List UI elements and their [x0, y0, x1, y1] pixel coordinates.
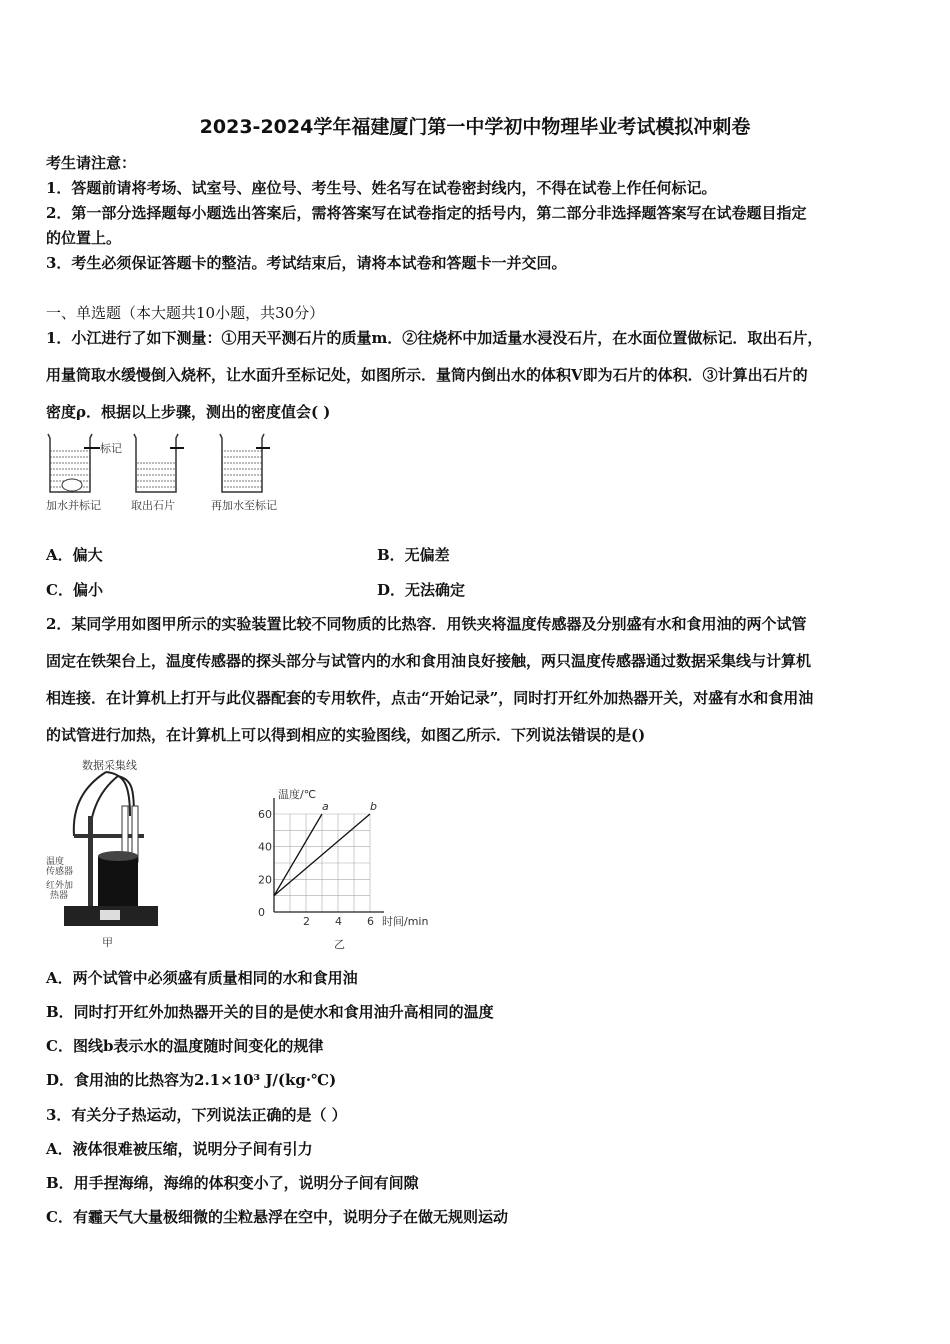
q2-line-2: 固定在铁架台上，温度传感器的探头部分与试管内的水和食用油良好接触，两只温度传感器通过数据采集线与计算机	[46, 652, 812, 670]
q3-option-a: A．液体很难被压缩，说明分子间有引力	[46, 1140, 313, 1158]
q1-line-1: 1．小江进行了如下测量：①用天平测石片的质量m．②往烧杯中加适量水浸没石片，在水面位置做标记．取出石片，	[46, 329, 823, 347]
x-tick-label: 4	[335, 915, 342, 928]
x-axis-label: 时间/min	[382, 915, 429, 928]
mark-label: 标记	[100, 442, 122, 455]
chart-grid	[274, 814, 370, 912]
y-tick-label: 20	[258, 873, 272, 887]
stone	[62, 479, 82, 491]
page-title: 2023-2024学年福建厦门第一中学初中物理毕业考试模拟冲刺卷	[199, 116, 751, 138]
heater-label-2: 热器	[50, 891, 69, 901]
caption-2: 取出石片	[131, 499, 175, 512]
apparatus-caption: 甲	[102, 936, 113, 949]
sensor-label-2: 传感器	[46, 867, 74, 877]
q2-line-3: 相连接．在计算机上打开与此仪器配套的专用软件，点击“开始记录”，同时打开红外加热器开关，对盛有水和食用油	[46, 689, 814, 707]
q1-option-a: A．偏大	[46, 546, 103, 564]
notice-item-3: 3．考生必须保证答题卡的整洁。考试结束后，请将本试卷和答题卡一并交回。	[46, 254, 567, 272]
q1-line-2: 用量筒取水缓慢倒入烧杯，让水面升至标记处，如图所示．量筒内倒出水的体积V即为石片的体积．③计算出石片的	[46, 366, 808, 384]
q1-option-d: D．无法确定	[377, 581, 466, 599]
y-tick-label: 60	[258, 808, 272, 821]
caption-3: 再加水至标记	[211, 499, 277, 512]
temperature-chart	[252, 786, 452, 952]
q2-line-4: 的试管进行加热，在计算机上可以得到相应的实验图线，如图乙所示．下列说法错误的是()	[46, 726, 646, 744]
q2-option-b: B．同时打开红外加热器开关的目的是使水和食用油升高相同的温度	[46, 1003, 494, 1021]
q2-option-a: A．两个试管中必须盛有质量相同的水和食用油	[46, 969, 358, 987]
q3-stem: 3．有关分子热运动，下列说法正确的是（ ）	[46, 1106, 347, 1124]
q1-line-3: 密度ρ．根据以上步骤，测出的密度值会( )	[46, 403, 331, 421]
beaker-figure	[44, 430, 304, 498]
notice-item-2: 2．第一部分选择题每小题选出答案后，需将答案写在试卷指定的括号内，第二部分非选择题答案写在试卷题目指定	[46, 204, 807, 222]
sensor-label-1: 温度	[46, 857, 65, 867]
q2-line-1: 2．某同学用如图甲所示的实验装置比较不同物质的比热容．用铁夹将温度传感器及分别盛有水和食用油的两个试管	[46, 615, 807, 633]
notice-item-2-cont: 的位置上。	[46, 229, 122, 247]
beaker-3	[220, 434, 270, 492]
chart-caption: 乙	[334, 938, 345, 951]
beaker-1	[48, 434, 122, 492]
q2-option-c: C．图线b表示水的温度随时间变化的规律	[46, 1037, 324, 1055]
notice-heading: 考生请注意：	[46, 154, 137, 172]
section-heading: 一、单选题（本大题共10小题，共30分）	[46, 304, 325, 322]
y-tick-label: 0	[258, 906, 265, 919]
caption-1: 加水并标记	[46, 499, 101, 512]
q3-option-b: B．用手捏海绵，海绵的体积变小了，说明分子间有间隙	[46, 1174, 419, 1192]
q1-option-c: C．偏小	[46, 581, 103, 599]
q2-option-d: D．食用油的比热容为2.1×10³ J/(kg·℃)	[46, 1071, 337, 1089]
series-label-b: b	[370, 800, 377, 813]
apparatus-figure	[44, 756, 204, 952]
q3-option-c: C．有霾天气大量极细微的尘粒悬浮在空中，说明分子在做无规则运动	[46, 1208, 508, 1226]
series-label-a: a	[322, 800, 329, 813]
heater-label-1: 红外加	[46, 881, 74, 891]
series-line-a	[274, 814, 322, 896]
x-tick-label: 2	[303, 915, 310, 928]
heater	[98, 856, 138, 908]
beaker-2	[134, 434, 184, 492]
x-tick-label: 6	[367, 915, 374, 928]
q1-option-b: B．无偏差	[377, 546, 450, 564]
y-axis-label: 温度/℃	[278, 788, 317, 801]
notice-item-1: 1．答题前请将考场、试室号、座位号、考生号、姓名写在试卷密封线内，不得在试卷上作任何标记。	[46, 179, 717, 197]
y-tick-label: 40	[258, 840, 272, 854]
apparatus-top-label: 数据采集线	[82, 759, 137, 772]
